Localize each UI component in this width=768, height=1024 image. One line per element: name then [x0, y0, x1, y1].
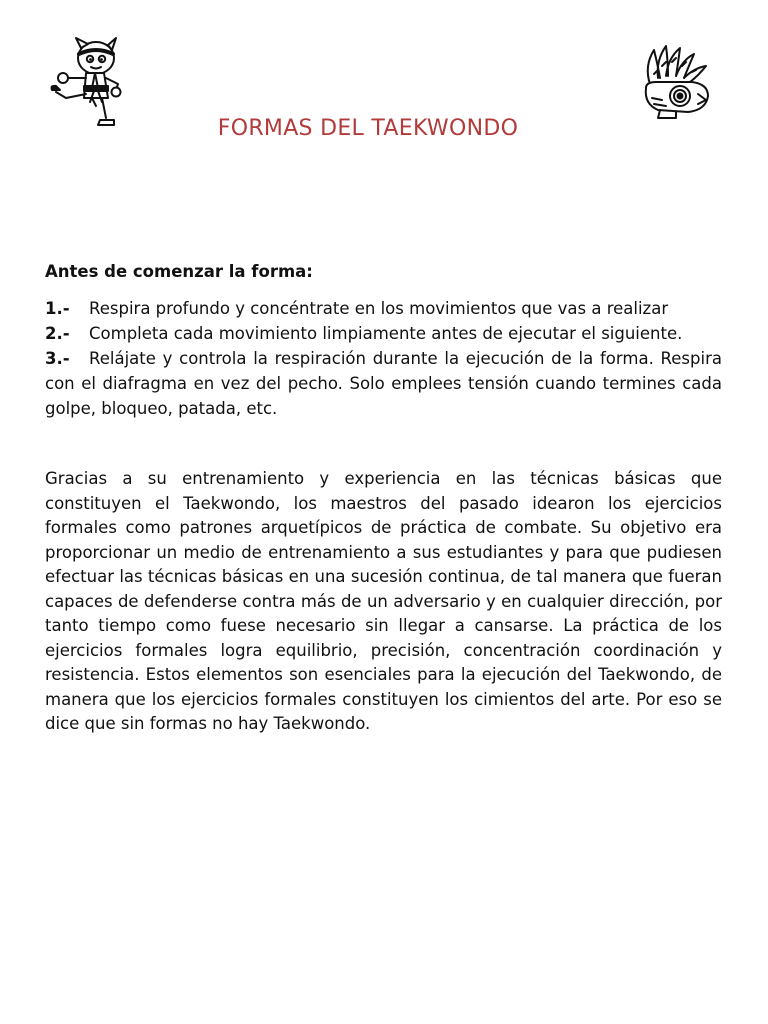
tribal-emblem-logo	[636, 44, 716, 120]
document-body	[45, 260, 722, 753]
body-paragraph: Gracias a su entrenamiento y experiencia en las técnicas básicas que constituyen el Taekwondo, los maestros del pasado idearon los ejercicios formales como patrones arquetípicos de práctica de combate. Su objetivo era proporcionar un medio de entrenamiento a sus estudiantes y para que pudiesen efectuar las técnicas básicas en una sucesión continua, de tal manera que fueran capaces de defenderse contra más de un adversario y en cualquier dirección, por tanto tiempo como fuese necesario sin llegar a cansarse. La práctica de los ejercicios formales logra equilibrio, precisión, concentración coordinación y resistencia. Estos elementos son esenciales para la ejecución del Taekwondo, de manera que los ejercicios formales constituyen los cimientos del arte. Por eso se dice que sin formas no hay Taekwondo.	[45, 469, 722, 733]
page-title: FORMAS DEL TAEKWONDO	[217, 116, 519, 141]
step-text: Relájate y controla la respiración durante la ejecución de la forma. Respira con el diafragma en vez del pecho. Solo emplees tensión cuando termines cada golpe, bloqueo, patada, etc.	[45, 349, 722, 418]
step-text: Respira profundo y concéntrate en los movimientos que vas a realizar	[89, 299, 669, 318]
list-item	[45, 296, 722, 321]
step-number: 2.-	[45, 324, 70, 343]
step-number: 1.-	[45, 299, 70, 318]
preparation-steps	[45, 296, 722, 421]
step-number: 3.-	[45, 349, 70, 368]
list-item	[45, 321, 722, 346]
list-item	[45, 346, 722, 421]
preparation-heading: Antes de comenzar la forma:	[45, 262, 313, 281]
step-text: Completa cada movimiento limpiamente antes de ejecutar el siguiente.	[89, 324, 683, 343]
